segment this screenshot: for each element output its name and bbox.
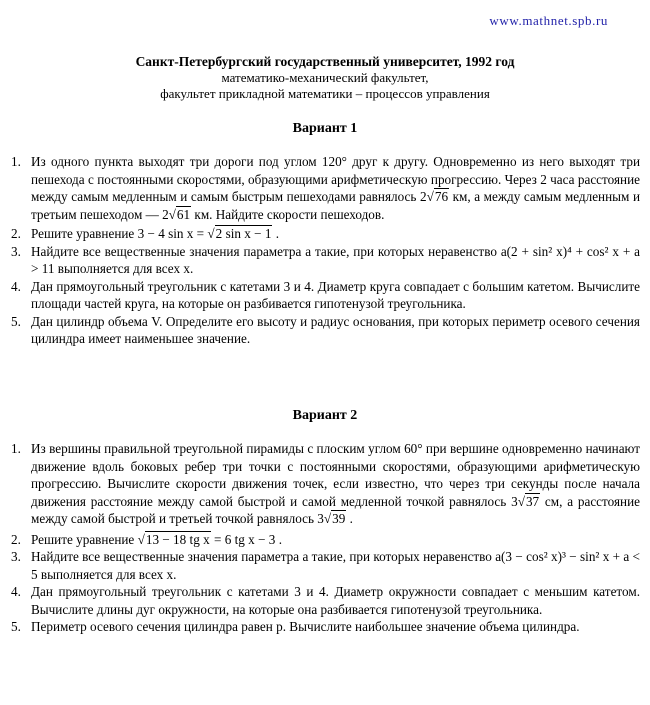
- sqrt-expression: 37: [525, 493, 540, 509]
- variant-1-problems: [0, 153, 640, 348]
- problem-item: 4. Дан прямоугольный треугольник с катетами 3 и 4. Диаметр круга совпадает с большим катетом. Вычислите площади частей круга, на которые он разбивается гипотенузой треугольника.: [11, 278, 640, 311]
- radical-sign: √: [137, 531, 145, 547]
- problem-item: 5. Дан цилиндр объема V. Определите его высоту и радиус основания, при которых периметр осевого сечения цилиндра имеет наименьшее значение.: [11, 313, 640, 346]
- faculty-line-2: факультет прикладной математики – процессов управления: [160, 86, 490, 101]
- site-url[interactable]: www.mathnet.spb.ru: [489, 13, 608, 28]
- problem-item: 2. Решите уравнение 3 − 4 sin x = √2 sin x − 1 .: [11, 226, 280, 241]
- faculty-line-1: математико-механический факультет,: [221, 70, 429, 85]
- radical-sign: √: [207, 226, 215, 241]
- problem-item: 1. Из одного пункта выходят три дороги под углом 120° друг к другу. Одновременно из него выходят три пешехода с постоянными скоростями, образующими арифметическую прогрессию. Через 2 часа расстояние между самым медленным и самым быстрым пешеходами равнялось 2√76 км, а между самым медленным и третьим пешеходом — 2√61 км. Найдите скорости пешеходов.: [11, 154, 641, 222]
- sqrt-expression: 13 − 18 tg x: [145, 531, 210, 547]
- sqrt-expression: 61: [176, 206, 191, 222]
- sqrt-expression: 76: [434, 189, 449, 204]
- problem-item: 3. Найдите все вещественные значения параметра a такие, при которых неравенство a(3 − cos² x)³ − sin² x + a < 5 выполняется для всех x.: [11, 549, 640, 582]
- document-header: [0, 54, 650, 102]
- sqrt-expression: 2 sin x − 1: [215, 226, 272, 241]
- radical-sign: √: [426, 189, 434, 204]
- problem-item: 3. Найдите все вещественные значения параметра a такие, при которых неравенство a(2 + sin² x)⁴ + cos² x + a > 11 выполняется для всех x.: [11, 243, 640, 276]
- problem-item: 5. Периметр осевого сечения цилиндра равен p. Вычислите наибольшее значение объема цилиндра.: [11, 619, 580, 634]
- radical-sign: √: [323, 511, 332, 526]
- radical-sign: √: [168, 206, 176, 222]
- university-title: Санкт-Петербургский государственный университет, 1992 год: [135, 54, 515, 69]
- problem-item: 1. Из вершины правильной треугольной пирамиды с плоским углом 60° при вершине одновременно начинают движение вдоль боковых ребер три точки с постоянными скоростями, образующими арифметическую прогрессию. Вычислите скорости движения точек, если известно, что через три секунды после начала движения расстояние между самой быстрой и самой медленной точкой равнялось 3√37 см, а расстояние между самой быстрой и третьей точкой равнялось 3√39 .: [11, 441, 641, 526]
- problem-item: 2. Решите уравнение √13 − 18 tg x = 6 tg x − 3 .: [11, 531, 282, 547]
- variant-1-title: Вариант 1: [292, 121, 358, 136]
- variant-2-problems: [0, 440, 640, 636]
- sqrt-expression: 39: [332, 511, 346, 526]
- radical-sign: √: [517, 493, 525, 509]
- variant-2-title: Вариант 2: [292, 408, 358, 423]
- problem-item: 4. Дан прямоугольный треугольник с катетами 3 и 4. Диаметр окружности совпадает с меньшим катетом. Вычислите длины дуг окружности, на которые она разбивается гипотенузой треугольника.: [11, 584, 640, 617]
